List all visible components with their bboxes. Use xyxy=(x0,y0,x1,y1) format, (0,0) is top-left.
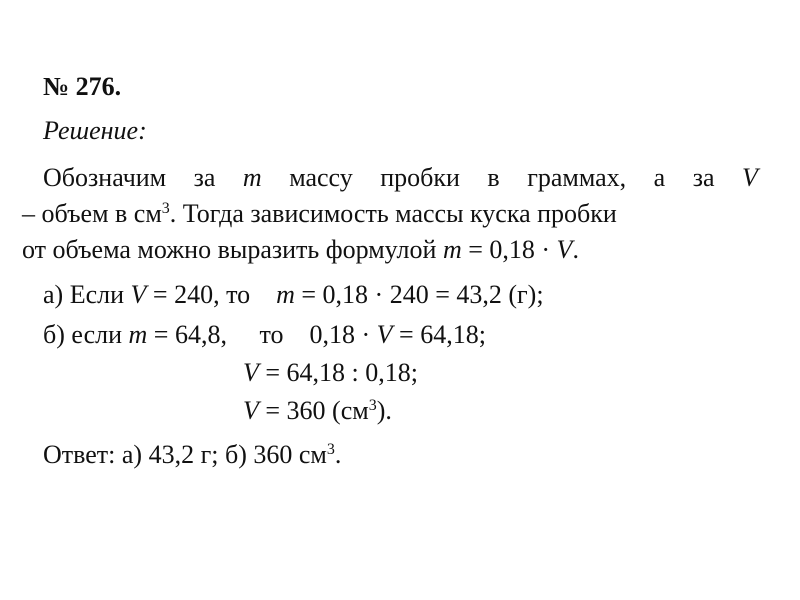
intro-word: граммах, xyxy=(527,163,627,192)
intro-word: пробки xyxy=(380,163,460,192)
part-a-calculation: = 0,18 · 240 = 43,2 (г); xyxy=(294,280,544,309)
intro-line-3 xyxy=(22,232,758,268)
variable-V: V xyxy=(741,163,758,192)
problem-number: № 276. xyxy=(43,72,122,101)
part-a-condition: = 240, то xyxy=(146,280,277,309)
variable-V: V xyxy=(243,358,259,387)
part-b-step-2-text: = 360 (см xyxy=(258,396,369,425)
part-b-condition: = 64,8, то 0,18 · xyxy=(147,320,377,349)
intro-line2-end: . Тогда зависимость массы куска пробки xyxy=(169,199,617,228)
variable-m: m xyxy=(442,235,462,264)
answer-end: . xyxy=(334,440,342,469)
intro-paragraph xyxy=(22,160,758,268)
intro-word: за xyxy=(193,163,216,192)
part-a-line xyxy=(43,280,544,310)
superscript-3: 3 xyxy=(368,397,377,415)
variable-V: V xyxy=(130,280,147,309)
solution-label: Решение: xyxy=(43,116,147,145)
variable-m: m xyxy=(128,320,148,349)
part-b-line xyxy=(43,320,486,350)
intro-line3-end: . xyxy=(572,235,579,264)
variable-m: m xyxy=(276,280,295,309)
intro-line2-start: – объем в см xyxy=(22,199,162,228)
part-b-step-1-text: = 64,18 : 0,18; xyxy=(258,358,419,387)
intro-word: массу xyxy=(289,163,353,192)
part-b-step-2 xyxy=(243,396,392,426)
intro-word: Обозначим xyxy=(43,163,167,192)
answer-line xyxy=(43,440,341,470)
part-b-equation: = 64,18; xyxy=(392,320,486,349)
intro-word: за xyxy=(692,163,715,192)
variable-V: V xyxy=(243,396,259,425)
variable-V: V xyxy=(556,235,573,264)
intro-line-2 xyxy=(22,196,758,232)
intro-word: в xyxy=(487,163,500,192)
part-b-prefix: б) если xyxy=(43,320,129,349)
intro-word: а xyxy=(653,163,666,192)
intro-line3-start: от объема можно выразить формулой xyxy=(22,235,443,264)
part-b-step-1 xyxy=(243,358,418,388)
part-b-step-2-end: ). xyxy=(376,396,392,425)
superscript-3: 3 xyxy=(161,200,170,218)
intro-line-1 xyxy=(22,160,758,196)
intro-line3-mid: = 0,18 · xyxy=(461,235,557,264)
part-a-prefix: а) Если xyxy=(43,280,131,309)
variable-V: V xyxy=(376,320,393,349)
superscript-3: 3 xyxy=(326,441,335,459)
variable-m: m xyxy=(242,163,262,192)
answer-text: Ответ: а) 43,2 г; б) 360 см xyxy=(43,440,327,469)
